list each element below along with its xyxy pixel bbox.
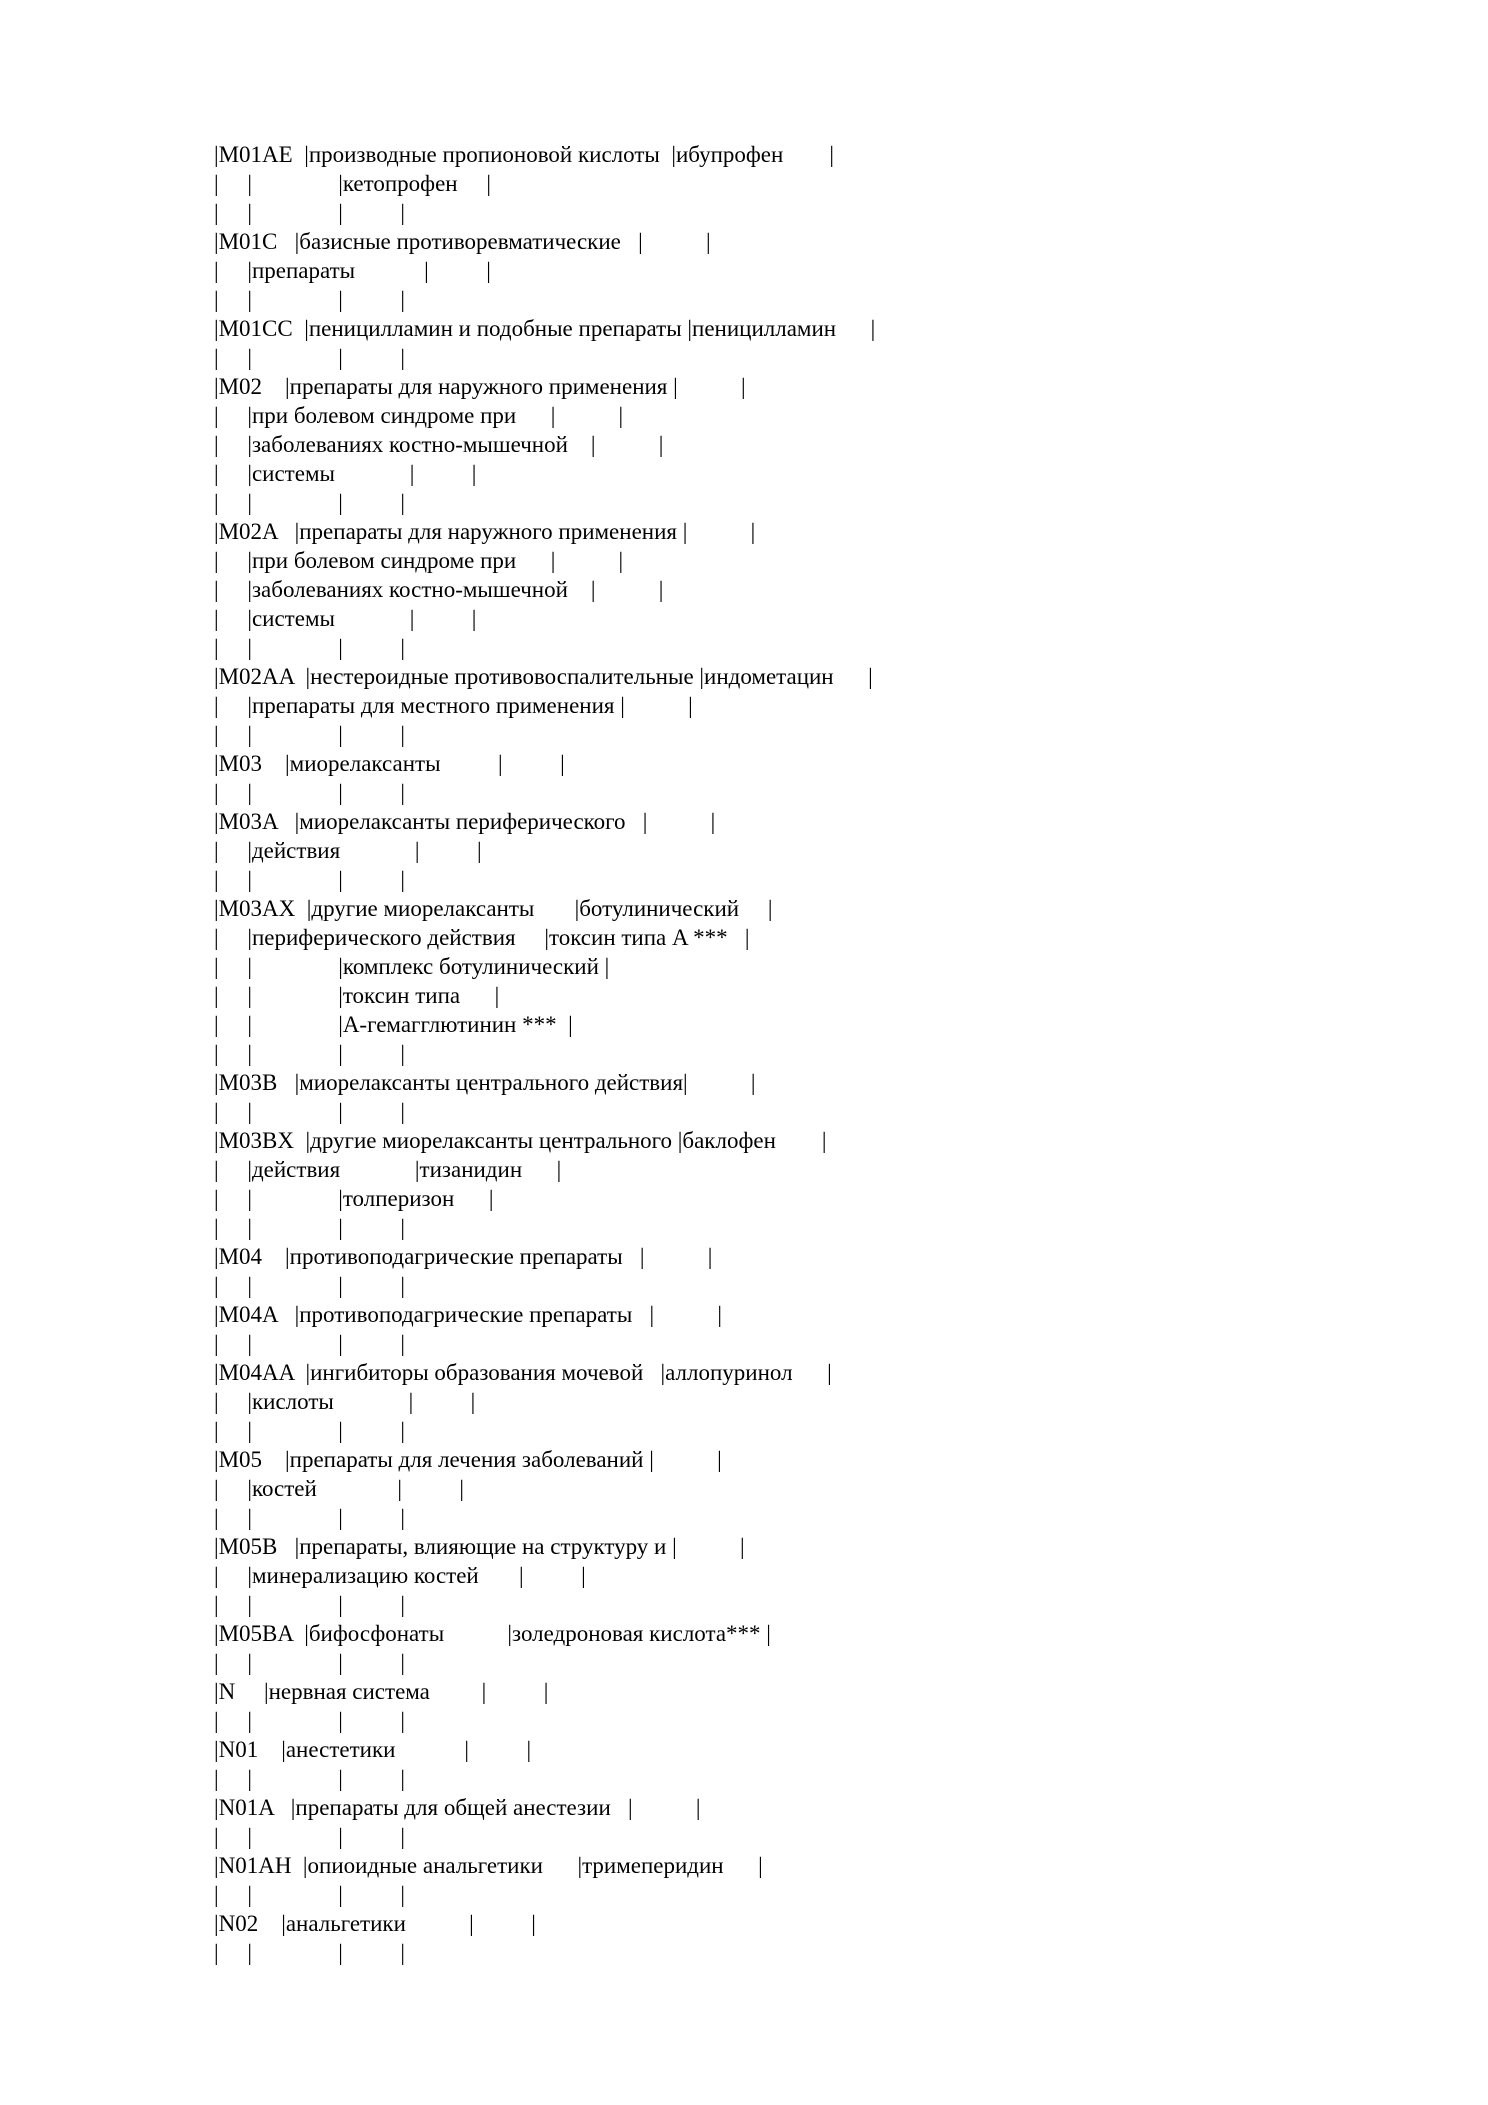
table-row: | | |комплекс ботулинический |: [214, 954, 610, 979]
table-row: | | | |: [214, 722, 405, 747]
table-row: | | | |: [214, 1940, 405, 1965]
table-row: | | |кетопрофен |: [214, 171, 491, 196]
table-row: |M05 |препараты для лечения заболеваний | |: [214, 1447, 722, 1472]
table-row: | | | |: [214, 490, 405, 515]
table-row: | | |A-гемагглютинин *** |: [214, 1012, 573, 1037]
table-row: | | | |: [214, 1592, 405, 1617]
table-row: |N01AH |опиоидные анальгетики |тримеперидин |: [214, 1853, 763, 1878]
table-row: | | |толперизон |: [214, 1186, 494, 1211]
table-row: |M04A |противоподагрические препараты | |: [214, 1302, 722, 1327]
table-row: |M01AE |производные пропионовой кислоты |ибупрофен |: [214, 142, 834, 167]
table-row: |M04 |противоподагрические препараты | |: [214, 1244, 713, 1269]
table-row: | | | |: [214, 1041, 405, 1066]
table-row: |M01CC |пеницилламин и подобные препараты |пеницилламин |: [214, 316, 876, 341]
table-row: |N |нервная система | |: [214, 1679, 549, 1704]
table-row: |N01 |анестетики | |: [214, 1737, 532, 1762]
table-row: |M05BA |бифосфонаты |золедроновая кислота*** |: [214, 1621, 771, 1646]
table-row: | | | |: [214, 345, 405, 370]
table-row: | |системы | |: [214, 461, 477, 486]
table-row: |M03 |миорелаксанты | |: [214, 751, 565, 776]
table-row: | | | |: [214, 1418, 405, 1443]
table-row: | | | |: [214, 1331, 405, 1356]
table-row: | | | |: [214, 1766, 405, 1791]
table-row: |M03A |миорелаксанты периферического | |: [214, 809, 716, 834]
table-row: |M05B |препараты, влияющие на структуру и | |: [214, 1534, 745, 1559]
table-row: |M02A |препараты для наружного применения | |: [214, 519, 756, 544]
table-row: | | | |: [214, 1708, 405, 1733]
table-row: | |действия | |: [214, 838, 482, 863]
table-row: | | | |: [214, 1882, 405, 1907]
table-row: |M02 |препараты для наружного применения | |: [214, 374, 746, 399]
table-row: | | | |: [214, 867, 405, 892]
table-row: | |минерализацию костей | |: [214, 1563, 586, 1588]
table-row: |M02AA |нестероидные противовоспалительные |индометацин |: [214, 664, 873, 689]
table-row: | | | |: [214, 287, 405, 312]
table-row: |M01C |базисные противоревматические | |: [214, 229, 711, 254]
table-row: | |периферического действия |токсин типа A *** |: [214, 925, 750, 950]
table-row: | |кислоты | |: [214, 1389, 476, 1414]
table-row: | | | |: [214, 1505, 405, 1530]
table-row: | |заболеваниях костно-мышечной | |: [214, 432, 664, 457]
table-row: | |системы | |: [214, 606, 477, 631]
table-row: | | | |: [214, 1099, 405, 1124]
table-row: | | |токсин типа |: [214, 983, 500, 1008]
table-row: | |при болевом синдроме при | |: [214, 403, 624, 428]
table-row: | | | |: [214, 200, 405, 225]
table-row: | |препараты для местного применения | |: [214, 693, 693, 718]
table-row: | |костей | |: [214, 1476, 465, 1501]
table-row: |M04AA |ингибиторы образования мочевой |аллопуринол |: [214, 1360, 832, 1385]
table-row: |M03AX |другие миорелаксанты |ботулинический |: [214, 896, 773, 921]
table-row: |N01A |препараты для общей анестезии | |: [214, 1795, 701, 1820]
table-row: | | | |: [214, 635, 405, 660]
table-row: | | | |: [214, 1215, 405, 1240]
table-row: | |действия |тизанидин |: [214, 1157, 562, 1182]
table-row: | | | |: [214, 1824, 405, 1849]
table-row: | | | |: [214, 1273, 405, 1298]
table-row: |M03BX |другие миорелаксанты центрального |баклофен |: [214, 1128, 827, 1153]
table-row: | |препараты | |: [214, 258, 491, 283]
table-row: |N02 |анальгетики | |: [214, 1911, 536, 1936]
table-row: | | | |: [214, 1650, 405, 1675]
table-row: | | | |: [214, 780, 405, 805]
table-row: | |при болевом синдроме при | |: [214, 548, 624, 573]
table-row: | |заболеваниях костно-мышечной | |: [214, 577, 664, 602]
drug-classification-table: [214, 140, 875, 1967]
table-row: |M03B |миорелаксанты центрального действия| |: [214, 1070, 756, 1095]
